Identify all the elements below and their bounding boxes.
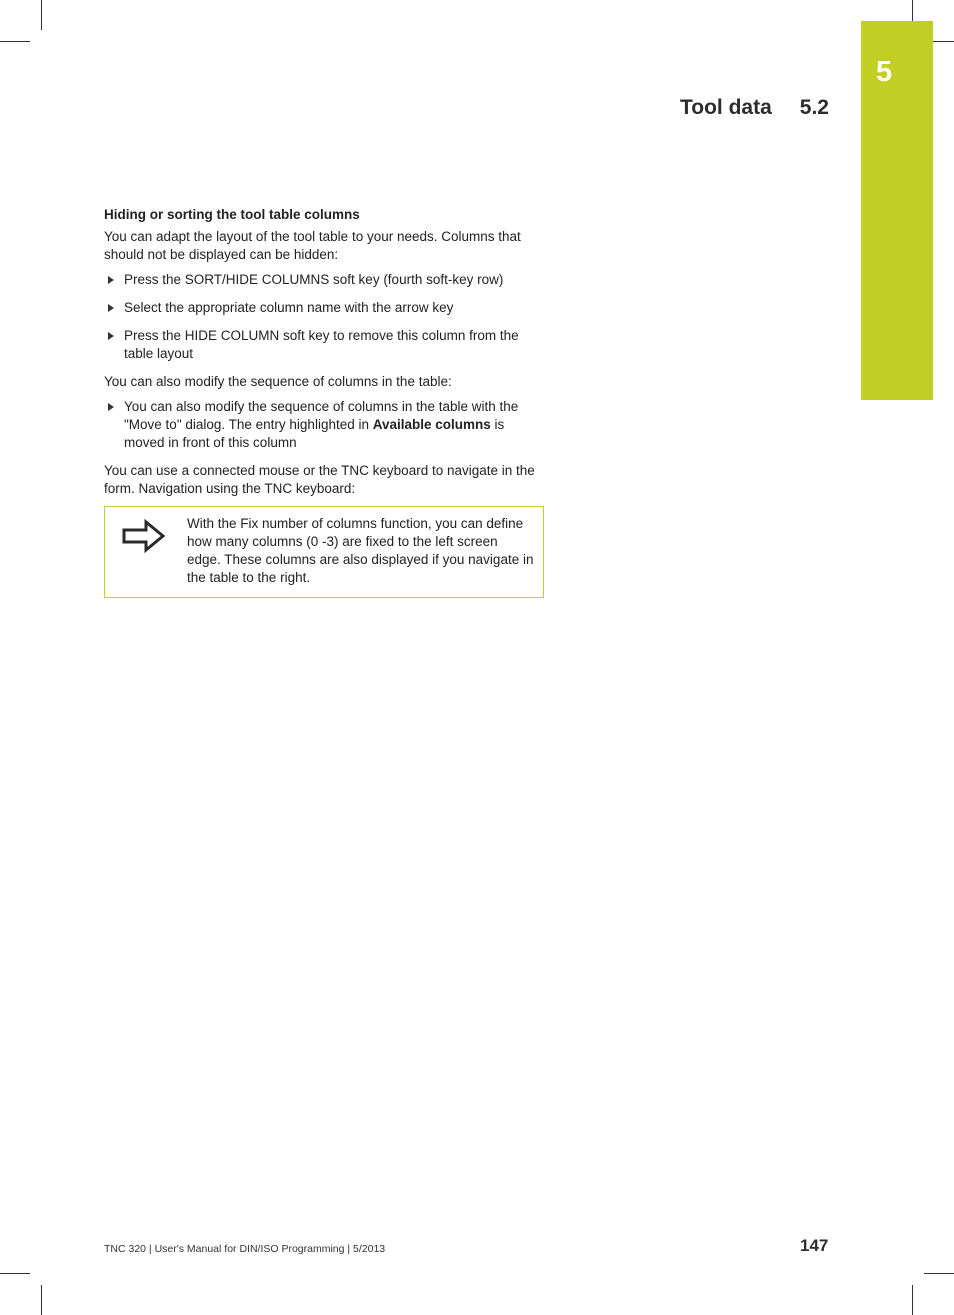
crop-mark: [41, 0, 42, 30]
intro-paragraph: You can adapt the layout of the tool table to your needs. Columns that should not be displayed can be hidden:: [104, 229, 521, 262]
section-number: 5.2: [799, 96, 829, 119]
subsection-heading: Hiding or sorting the tool table columns: [104, 207, 360, 222]
bullet-triangle-icon: [108, 332, 114, 340]
section-title: Tool data: [680, 96, 772, 119]
list-item: [104, 327, 544, 363]
list-item: [104, 398, 544, 452]
note-box: [104, 506, 544, 598]
list-item: [104, 299, 544, 317]
list-item-text: Press the HIDE COLUMN soft key to remove this column from the table layout: [124, 328, 519, 361]
list-item: [104, 271, 544, 289]
bullet-triangle-icon: [108, 304, 114, 312]
list-item-text: Select the appropriate column name with the arrow key: [124, 300, 454, 315]
sequence-paragraph: You can also modify the sequence of columns in the table:: [104, 374, 452, 389]
list-item-text-before: You can also modify the sequence of columns in the table with the "Move to" dialog. The entry highlighted in: [124, 399, 519, 432]
crop-mark: [0, 1273, 30, 1274]
crop-mark: [0, 41, 30, 42]
hide-steps-list: [104, 271, 544, 363]
arrow-right-icon: [121, 519, 167, 553]
crop-mark: [41, 1285, 42, 1315]
main-content: [104, 206, 544, 598]
chapter-number: 5: [876, 56, 893, 88]
page-number: 147: [800, 1236, 829, 1255]
chapter-tab: [861, 21, 933, 400]
available-columns-label: Available columns: [372, 417, 491, 432]
navigation-paragraph: You can use a connected mouse or the TNC keyboard to navigate in the form. Navigation using the TNC keyboard:: [104, 463, 535, 496]
bullet-triangle-icon: [108, 276, 114, 284]
crop-mark: [924, 1273, 954, 1274]
footer-text: TNC 320 | User's Manual for DIN/ISO Programming | 5/2013: [104, 1243, 386, 1255]
crop-mark: [912, 1285, 913, 1315]
note-text: With the Fix number of columns function, you can define how many columns (0 -3) are fixed to the left screen edge. These columns are also displayed if you navigate in the table to the right.: [187, 516, 534, 585]
move-steps-list: [104, 398, 544, 452]
list-item-text-after: is moved in front of this column: [124, 417, 505, 450]
section-header: [680, 97, 829, 118]
bullet-triangle-icon: [108, 403, 114, 411]
list-item-text: Press the SORT/HIDE COLUMNS soft key (fourth soft-key row): [124, 272, 504, 287]
